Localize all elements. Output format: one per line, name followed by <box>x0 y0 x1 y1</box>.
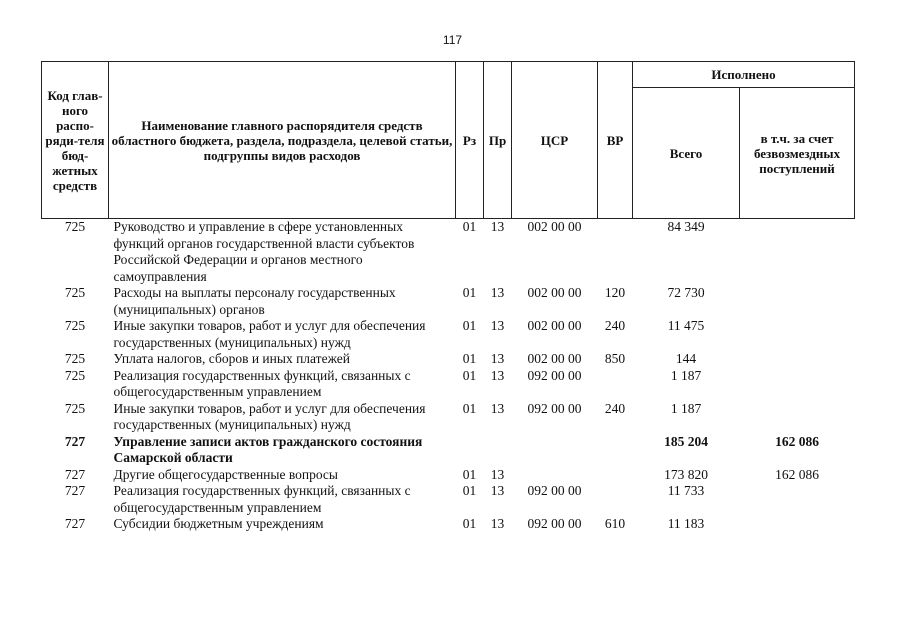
budget-table <box>41 61 855 533</box>
cell-name: Реализация государственных функций, связанных с общегосударственным управлением <box>113 483 411 515</box>
cell-code: 727 <box>64 516 86 531</box>
cell-name: Руководство и управление в сфере установленных функций органов государственной власти субъектов Российской Федерации и органов местного самоуправления <box>113 219 415 284</box>
cell-name: Расходы на выплаты персоналу государственных (муниципальных) органов <box>113 285 396 317</box>
cell-rz: 01 <box>462 483 477 498</box>
cell-csr: 092 00 00 <box>527 483 582 498</box>
cell-name: Уплата налогов, сборов и иных платежей <box>113 351 350 366</box>
table-row <box>42 516 855 533</box>
cell-total: 185 204 <box>664 433 708 449</box>
cell-csr: 092 00 00 <box>527 516 582 531</box>
table-row <box>42 285 855 318</box>
cell-pr: 13 <box>490 285 505 300</box>
cell-csr: 002 00 00 <box>527 351 582 366</box>
cell-code: 725 <box>64 285 86 300</box>
cell-vr: 120 <box>604 285 626 300</box>
cell-name: Другие общегосударственные вопросы <box>113 466 338 482</box>
header-csr: ЦСР <box>512 62 598 219</box>
cell-vr <box>598 434 633 467</box>
cell-free <box>740 285 855 318</box>
cell-pr: 13 <box>490 219 505 234</box>
cell-code: 725 <box>64 318 86 333</box>
cell-name: Субсидии бюджетным учреждениям <box>113 516 324 531</box>
cell-rz: 01 <box>462 219 477 234</box>
cell-code: 725 <box>64 400 86 416</box>
cell-code: 725 <box>64 219 86 234</box>
cell-vr: 240 <box>604 400 626 416</box>
header-rz: Рз <box>456 62 484 219</box>
cell-pr: 13 <box>490 318 505 333</box>
cell-rz: 01 <box>462 318 477 333</box>
cell-code: 727 <box>64 466 86 482</box>
table-row <box>42 318 855 351</box>
table-row <box>42 219 855 286</box>
cell-name: Реализация государственных функций, связанных с общегосударственным управлением <box>113 367 411 399</box>
cell-rz: 01 <box>462 466 477 482</box>
cell-csr: 092 00 00 <box>527 367 582 383</box>
cell-name: Иные закупки товаров, работ и услуг для обеспечения государственных (муниципальных) нужд <box>113 400 426 432</box>
cell-pr: 13 <box>490 483 505 498</box>
header-total: Всего <box>633 88 740 219</box>
page-number: 117 <box>442 33 463 47</box>
cell-vr <box>598 483 633 516</box>
table-row <box>42 351 855 368</box>
header-vr: ВР <box>598 62 633 219</box>
cell-name: Управление записи актов гражданского состояния Самарской области <box>113 433 423 465</box>
cell-csr <box>512 434 598 467</box>
cell-rz: 01 <box>462 516 477 531</box>
cell-csr: 092 00 00 <box>527 400 582 416</box>
header-name: Наименование главного распорядителя средств областного бюджета, раздела, подраздела, целевой статьи, подгруппы видов расходов <box>109 62 456 219</box>
cell-free: 162 086 <box>775 466 819 482</box>
header-free: в т.ч. за счет безвозмездных поступлений <box>740 88 855 219</box>
cell-rz <box>456 434 484 467</box>
cell-pr <box>484 434 512 467</box>
cell-pr: 13 <box>490 466 505 482</box>
cell-free: 162 086 <box>775 433 819 449</box>
cell-total: 173 820 <box>664 466 708 482</box>
cell-vr: 610 <box>604 516 626 531</box>
cell-total: 11 733 <box>667 483 705 498</box>
cell-total: 72 730 <box>667 285 705 300</box>
cell-name: Иные закупки товаров, работ и услуг для обеспечения государственных (муниципальных) нужд <box>113 318 426 350</box>
cell-code: 727 <box>64 483 86 498</box>
cell-pr: 13 <box>490 351 505 366</box>
cell-free <box>740 368 855 401</box>
cell-vr <box>598 467 633 484</box>
cell-pr: 13 <box>490 516 505 531</box>
cell-free <box>740 351 855 368</box>
cell-code: 727 <box>64 433 86 449</box>
cell-csr: 002 00 00 <box>527 318 582 333</box>
cell-free <box>740 483 855 516</box>
header-code: Код глав-ного распо-ряди-теля бюд-жетных средств <box>42 62 109 219</box>
cell-total: 1 187 <box>670 367 702 383</box>
table-row <box>42 467 855 484</box>
cell-free <box>740 219 855 286</box>
cell-csr: 002 00 00 <box>527 285 582 300</box>
cell-rz: 01 <box>462 351 477 366</box>
cell-code: 725 <box>64 351 86 366</box>
cell-pr: 13 <box>490 367 505 383</box>
table-row <box>42 368 855 401</box>
table-body <box>42 219 855 533</box>
cell-total: 11 183 <box>667 516 705 531</box>
cell-total: 144 <box>675 351 697 366</box>
cell-total: 11 475 <box>667 318 705 333</box>
cell-total: 1 187 <box>670 400 702 416</box>
cell-rz: 01 <box>462 285 477 300</box>
cell-rz: 01 <box>462 400 477 416</box>
cell-vr <box>598 219 633 286</box>
header-pr: Пр <box>484 62 512 219</box>
table-row <box>42 401 855 434</box>
cell-pr: 13 <box>490 400 505 416</box>
table-row <box>42 434 855 467</box>
cell-total: 84 349 <box>667 219 705 234</box>
cell-free <box>740 318 855 351</box>
cell-csr <box>512 467 598 484</box>
cell-free <box>740 401 855 434</box>
table-header <box>42 62 855 219</box>
cell-vr: 240 <box>604 318 626 333</box>
cell-free <box>740 516 855 533</box>
cell-vr: 850 <box>604 351 626 366</box>
header-executed: Исполнено <box>633 62 855 88</box>
cell-csr: 002 00 00 <box>527 219 582 234</box>
cell-code: 725 <box>64 367 86 383</box>
cell-vr <box>598 368 633 401</box>
table-row <box>42 483 855 516</box>
cell-rz: 01 <box>462 367 477 383</box>
